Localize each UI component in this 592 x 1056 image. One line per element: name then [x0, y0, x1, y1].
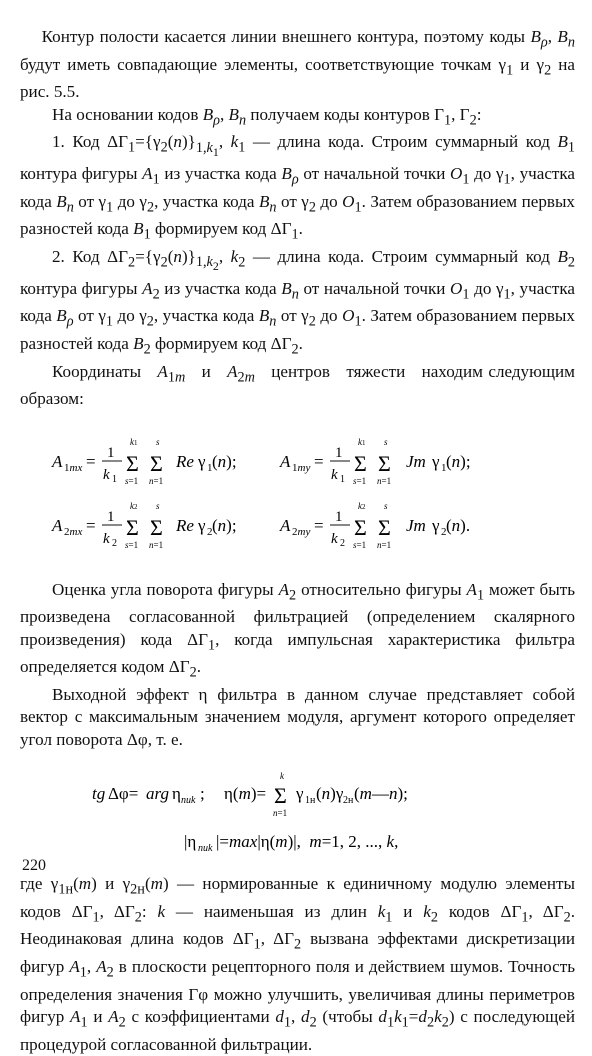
svg-text:Σ: Σ	[353, 514, 367, 540]
svg-text:s=1: s=1	[352, 475, 366, 486]
paragraph-output: Выходной эффект η фильтра в данном случае представляет собой вектор с максимальным значением модуля, аргумент которого определяет угол поворота Δφ, т. е.	[20, 685, 575, 749]
svg-text:2: 2	[339, 537, 345, 549]
svg-text:2н: 2н	[342, 795, 353, 807]
svg-text:Σ: Σ	[149, 514, 163, 540]
svg-text:Σ: Σ	[273, 783, 287, 809]
paragraph-codes: На основании кодов $B_\rho$, $B_n$ получаем коды контуров $\Gamma_1$, $\Gamma_2$:	[52, 104, 482, 129]
svg-text:1: 1	[440, 461, 446, 474]
page-body	[20, 26, 575, 1056]
svg-text:tg: tg	[91, 784, 105, 804]
paragraph-item-1: 1. Код $\Delta\Gamma_1=\{\gamma_2(n)\}_{1,k_1}$, $k_1$ — длина кода. Строим суммарный код $B_1$ контура фигуры $A_1$ из участка кода $B_\rho$ от начальной точки $O_1$ до $\gamma_1$, участка кода $B_n$ от $\gamma_1$ до $\gamma_2$, участка кода $B_n$ от $\gamma_2$ до $O_1$. Затем образованием первых разностей кода $B_1$ формируем код $\Delta\Gamma_1$.	[20, 132, 576, 243]
svg-text:1: 1	[334, 508, 342, 525]
svg-text:γ: γ	[431, 451, 440, 471]
svg-text:k1: k1	[129, 436, 137, 447]
svg-text:Jm: Jm	[405, 451, 426, 471]
svg-text:;: ;	[199, 784, 205, 804]
svg-text:k: k	[279, 771, 284, 782]
svg-text:Re: Re	[175, 515, 194, 535]
paragraph-item-2: 2. Код $\Delta\Gamma_2=\{\gamma_2(n)\}_{1,k_2}$, $k_2$ — длина кода. Строим суммарный код $B_2$ контура фигуры $A_2$ из участка кода $B_n$ от начальной точки $O_1$ до $\gamma_1$, участка кода $B_\rho$ от $\gamma_1$ до $\gamma_2$, участка кода $B_n$ от $\gamma_2$ до $O_1$. Затем образованием первых разностей кода $B_2$ формируем код $\Delta\Gamma_2$.	[20, 247, 576, 358]
svg-text:s: s	[383, 500, 388, 511]
svg-text:k2: k2	[357, 500, 365, 511]
svg-text:n=1: n=1	[272, 808, 287, 819]
svg-text:s=1: s=1	[124, 475, 138, 486]
svg-text:n=1: n=1	[148, 539, 163, 550]
formula-a1m	[20, 429, 575, 491]
svg-text:n=1: n=1	[376, 539, 391, 550]
svg-text:k1: k1	[357, 436, 365, 447]
paragraph-contour: Контур полости касается линии внешнего контура, поэтому коды $B_\rho$, $B_n$ будут иметь совпадающие элементы, соответствующие точкам $\gamma_1$ и $\gamma_2$ на рис. 5.5.	[20, 27, 575, 102]
svg-text:(m—n);: (m—n);	[353, 784, 408, 804]
svg-text:A: A	[279, 515, 290, 535]
svg-text:1my: 1my	[291, 461, 310, 474]
svg-text:2: 2	[206, 525, 212, 538]
formula-tg	[20, 769, 575, 819]
svg-text:n=1: n=1	[376, 475, 391, 486]
svg-text:A: A	[51, 515, 62, 535]
svg-text:2my: 2my	[291, 525, 310, 538]
svg-text:k2: k2	[129, 500, 137, 511]
svg-text:k: k	[330, 530, 338, 547]
svg-text:1: 1	[111, 473, 117, 485]
svg-text:|η: |η	[183, 832, 196, 852]
svg-text:2: 2	[440, 525, 446, 538]
svg-text:nuk: nuk	[197, 843, 212, 855]
svg-text:s=1: s=1	[352, 539, 366, 550]
svg-text:=: =	[85, 515, 96, 535]
svg-text:Jm: Jm	[405, 515, 426, 535]
svg-text:=: =	[85, 451, 96, 471]
svg-text:1: 1	[206, 461, 212, 474]
svg-text:k: k	[102, 530, 110, 547]
svg-text:A: A	[279, 451, 290, 471]
formula-max	[20, 825, 575, 859]
svg-text:1: 1	[106, 444, 114, 461]
paragraph-centers: Координаты $A_{1m}$ и $A_{2m}$ центров тяжести находим следующим образом:	[20, 361, 575, 409]
svg-text:n=1: n=1	[148, 475, 163, 486]
svg-text:(n)γ: (n)γ	[315, 784, 343, 804]
svg-text:η(m)=: η(m)=	[223, 784, 266, 804]
svg-text:2: 2	[111, 537, 117, 549]
svg-text:(n);: (n);	[211, 451, 237, 471]
svg-text:2mx: 2mx	[63, 525, 82, 538]
svg-text:γ: γ	[431, 515, 440, 535]
svg-text:1: 1	[339, 473, 345, 485]
svg-text:s=1: s=1	[124, 539, 138, 550]
svg-text:Σ: Σ	[125, 514, 139, 540]
svg-text:Re: Re	[175, 451, 194, 471]
svg-text:γ: γ	[197, 451, 206, 471]
paragraph-where: где $\gamma_{1н}(m)$ и $\gamma_{2н}(m)$ — нормированные к единичному модулю элементы кодов $\Delta\Gamma_1$, $\Delta\Gamma_2$: k — наименьшая из длин $k_1$ и $k_2$ кодов $\Delta\Gamma_1$, $\Delta\Gamma_2$. Неодинаковая длина кодов $\Delta\Gamma_1$, $\Delta\Gamma_2$ вызвана эффектами дискретизации фигур $A_1$, $A_2$ в плоскости рецепторного поля и действием шумов. Точность определения значения Γφ можно улучшить, увеличивая длины периметров фигур $A_1$ и $A_2$ с коэффициентами $d_1$, $d_2$ (чтобы $d_1k_1=d_2k_2$) с последующей процедурой согласованной фильтрации.	[20, 874, 576, 1054]
svg-text:=: =	[313, 515, 324, 535]
page-number: 220	[22, 857, 46, 874]
svg-text:k: k	[102, 466, 110, 483]
svg-text:arg: arg	[145, 784, 169, 804]
svg-text:Σ: Σ	[353, 450, 367, 476]
svg-text:A: A	[51, 451, 62, 471]
svg-text:1: 1	[106, 508, 114, 525]
svg-text:(n);: (n);	[445, 451, 471, 471]
svg-text:1н: 1н	[304, 795, 315, 807]
svg-text:nuk: nuk	[180, 795, 195, 807]
svg-text:(n).: (n).	[445, 515, 470, 535]
svg-text:k: k	[330, 466, 338, 483]
svg-text:s: s	[155, 436, 160, 447]
svg-text:Δφ=: Δφ=	[107, 784, 138, 804]
svg-text:Σ: Σ	[377, 450, 391, 476]
svg-text:γ: γ	[197, 515, 206, 535]
svg-text:γ: γ	[295, 784, 304, 804]
formula-a2m	[20, 493, 575, 555]
svg-text:Σ: Σ	[125, 450, 139, 476]
paragraph-rotation: Оценка угла поворота фигуры $A_2$ относительно фигуры $A_1$ может быть произведена согласованной фильтрацией (определением скалярного произведения) кода $\Delta\Gamma_1$, когда импульсная характеристика фильтра определяется кодом $\Delta\Gamma_2$.	[20, 579, 576, 681]
svg-text:Σ: Σ	[377, 514, 391, 540]
svg-text:s: s	[383, 436, 388, 447]
svg-text:|=max|η(m)|, m=1, 2, ..., k,: |=max|η(m)|, m=1, 2, ..., k,	[215, 832, 398, 852]
svg-text:=: =	[313, 451, 324, 471]
svg-text:Σ: Σ	[149, 450, 163, 476]
svg-text:η: η	[171, 784, 181, 804]
svg-text:(n);: (n);	[211, 515, 237, 535]
svg-text:1: 1	[334, 444, 342, 461]
svg-text:1mx: 1mx	[63, 461, 82, 474]
svg-text:s: s	[155, 500, 160, 511]
